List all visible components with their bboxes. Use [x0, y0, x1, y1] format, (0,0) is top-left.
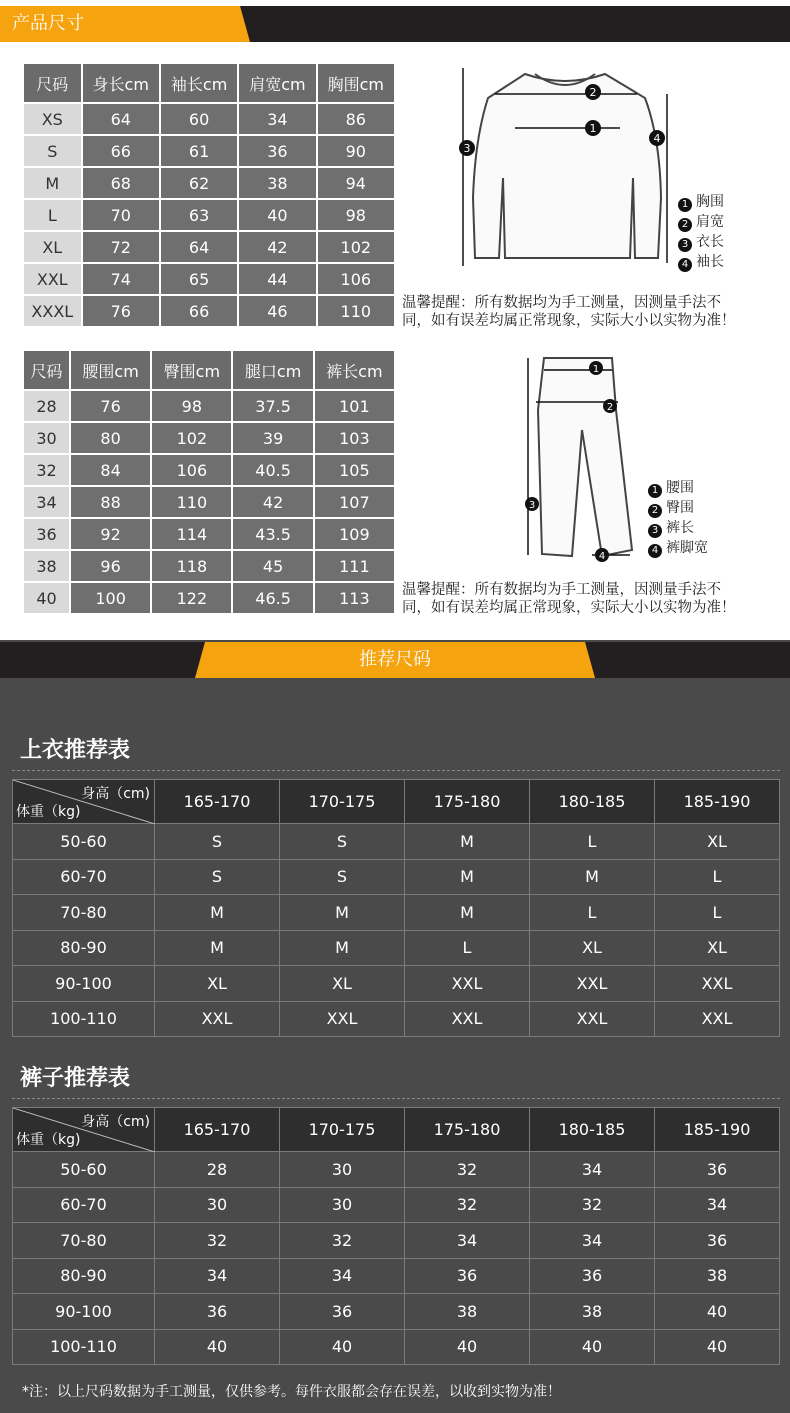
diagonal-header [13, 1108, 155, 1152]
recommended-size: L [530, 824, 655, 860]
table-row [24, 136, 394, 166]
height-range-header: 175-180 [405, 1108, 530, 1152]
recommended-size: XL [655, 930, 780, 966]
table-row [24, 391, 394, 421]
table-row [24, 168, 394, 198]
weight-label: 体重（kg) [16, 1132, 81, 1148]
table-header-row [13, 780, 780, 824]
height-range-header: 180-185 [530, 780, 655, 824]
table-cell: 42 [233, 487, 312, 517]
table-row [24, 455, 394, 485]
size-label: 40 [24, 583, 69, 613]
recommended-size: 38 [405, 1294, 530, 1330]
legend-item: 4 袖长 [678, 252, 724, 272]
table-cell: 98 [152, 391, 231, 421]
table-row [13, 859, 780, 895]
table-row [13, 1001, 780, 1037]
table-cell: 102 [318, 232, 394, 262]
column-header: 身长cm [83, 64, 159, 102]
table-row [24, 264, 394, 294]
recommended-size: 40 [655, 1329, 780, 1365]
recommended-size: XXL [530, 966, 655, 1002]
table-cell: 98 [318, 200, 394, 230]
recommended-size: 34 [155, 1258, 280, 1294]
table-cell: 101 [315, 391, 394, 421]
table-cell: 107 [315, 487, 394, 517]
recommended-size: XXL [280, 1001, 405, 1037]
svg-text:3: 3 [463, 142, 471, 155]
weight-label: 体重（kg) [16, 804, 81, 820]
bottom-recommend-title: 裤子推荐表 [20, 1066, 131, 1091]
recommended-size: 34 [655, 1187, 780, 1223]
height-label: 身高（cm) [81, 1114, 150, 1130]
recommended-size: 36 [530, 1258, 655, 1294]
size-label: 30 [24, 423, 69, 453]
recommended-size: M [405, 824, 530, 860]
recommended-size: 36 [155, 1294, 280, 1330]
table-cell: 43.5 [233, 519, 312, 549]
table-row [13, 1152, 780, 1188]
size-label: XXL [24, 264, 81, 294]
weight-range: 50-60 [13, 1152, 155, 1188]
recommended-size: XXL [655, 1001, 780, 1037]
column-header: 袖长cm [161, 64, 237, 102]
recommended-size: M [280, 895, 405, 931]
size-label: S [24, 136, 81, 166]
table-header-row [24, 64, 394, 102]
recommended-size: S [155, 824, 280, 860]
size-label: M [24, 168, 81, 198]
table-cell: 40.5 [233, 455, 312, 485]
weight-range: 90-100 [13, 1294, 155, 1330]
table-cell: 74 [83, 264, 159, 294]
table-row [24, 296, 394, 326]
recommended-size: 36 [280, 1294, 405, 1330]
recommended-size: 32 [530, 1187, 655, 1223]
table-cell: 38 [239, 168, 315, 198]
recommended-size: 40 [530, 1329, 655, 1365]
top-recommend-table [12, 779, 780, 1037]
column-header: 裤长cm [315, 351, 394, 389]
table-row [13, 1223, 780, 1259]
bottom-size-table [22, 349, 396, 615]
size-label: 28 [24, 391, 69, 421]
table-row [13, 824, 780, 860]
recommended-size: S [280, 824, 405, 860]
recommended-size: XL [530, 930, 655, 966]
table-cell: 92 [71, 519, 150, 549]
table-row [13, 930, 780, 966]
column-header: 臀围cm [152, 351, 231, 389]
column-header: 腿口cm [233, 351, 312, 389]
table-cell: 76 [83, 296, 159, 326]
svg-text:4: 4 [653, 132, 661, 145]
recommended-size: XL [155, 966, 280, 1002]
table-row [24, 104, 394, 134]
table-cell: 90 [318, 136, 394, 166]
table-cell: 100 [71, 583, 150, 613]
table-cell: 34 [239, 104, 315, 134]
table-cell: 37.5 [233, 391, 312, 421]
size-label: L [24, 200, 81, 230]
table-cell: 40 [239, 200, 315, 230]
table-row [24, 551, 394, 581]
recommended-size: 32 [155, 1223, 280, 1259]
table-cell: 109 [315, 519, 394, 549]
column-header: 尺码 [24, 64, 81, 102]
table-cell: 61 [161, 136, 237, 166]
legend-item: 3 裤长 [648, 518, 708, 538]
table-cell: 94 [318, 168, 394, 198]
table-cell: 122 [152, 583, 231, 613]
table-cell: 44 [239, 264, 315, 294]
measure-note: 温馨提醒：所有数据均为手工测量，因测量手法不 同，如有误差均属正常现象，实际大小以实物为准！ [402, 295, 736, 329]
recommended-size: 36 [655, 1152, 780, 1188]
divider [12, 1098, 780, 1099]
weight-range: 80-90 [13, 1258, 155, 1294]
legend-item: 1 腰围 [648, 478, 708, 498]
height-range-header: 185-190 [655, 1108, 780, 1152]
legend-item: 3 衣长 [678, 232, 724, 252]
legend-item: 4 裤脚宽 [648, 538, 708, 558]
table-row [13, 895, 780, 931]
recommended-size: M [530, 859, 655, 895]
weight-range: 60-70 [13, 859, 155, 895]
table-row [13, 966, 780, 1002]
recommended-size: XXL [530, 1001, 655, 1037]
table-cell: 113 [315, 583, 394, 613]
recommended-size: M [405, 895, 530, 931]
recommended-size: S [155, 859, 280, 895]
height-range-header: 170-175 [280, 780, 405, 824]
table-cell: 66 [83, 136, 159, 166]
table-row [24, 423, 394, 453]
table-cell: 118 [152, 551, 231, 581]
recommended-size: 38 [655, 1258, 780, 1294]
recommended-size: 36 [655, 1223, 780, 1259]
table-cell: 64 [161, 232, 237, 262]
weight-range: 70-80 [13, 895, 155, 931]
recommended-size: L [655, 859, 780, 895]
table-cell: 60 [161, 104, 237, 134]
table-row [13, 1294, 780, 1330]
recommended-size: XL [280, 966, 405, 1002]
table-cell: 96 [71, 551, 150, 581]
recommend-title: 推荐尺码 [359, 649, 431, 670]
recommended-size: 34 [280, 1258, 405, 1294]
table-cell: 46.5 [233, 583, 312, 613]
height-range-header: 170-175 [280, 1108, 405, 1152]
size-label: XL [24, 232, 81, 262]
recommended-size: L [530, 895, 655, 931]
shirt-diagram [455, 58, 675, 273]
legend-item: 1 胸围 [678, 192, 724, 212]
table-row [13, 1329, 780, 1365]
recommended-size: 32 [280, 1223, 405, 1259]
recommended-size: 34 [405, 1223, 530, 1259]
table-cell: 88 [71, 487, 150, 517]
height-range-header: 180-185 [530, 1108, 655, 1152]
weight-range: 80-90 [13, 930, 155, 966]
table-cell: 103 [315, 423, 394, 453]
table-cell: 65 [161, 264, 237, 294]
weight-range: 70-80 [13, 1223, 155, 1259]
table-cell: 110 [318, 296, 394, 326]
table-cell: 106 [152, 455, 231, 485]
table-cell: 39 [233, 423, 312, 453]
size-label: 32 [24, 455, 69, 485]
weight-range: 100-110 [13, 1001, 155, 1037]
legend-item: 2 肩宽 [678, 212, 724, 232]
table-cell: 106 [318, 264, 394, 294]
size-label: 34 [24, 487, 69, 517]
height-label: 身高（cm) [81, 786, 150, 802]
top-size-table [22, 62, 396, 328]
table-cell: 110 [152, 487, 231, 517]
weight-range: 50-60 [13, 824, 155, 860]
height-range-header: 175-180 [405, 780, 530, 824]
table-row [24, 487, 394, 517]
column-header: 胸围cm [318, 64, 394, 102]
table-row [13, 1187, 780, 1223]
size-label: XXXL [24, 296, 81, 326]
table-cell: 84 [71, 455, 150, 485]
svg-text:3: 3 [528, 500, 536, 511]
recommended-size: XXL [655, 966, 780, 1002]
table-cell: 66 [161, 296, 237, 326]
recommended-size: 34 [530, 1152, 655, 1188]
table-cell: 42 [239, 232, 315, 262]
table-cell: 72 [83, 232, 159, 262]
table-row [24, 583, 394, 613]
table-cell: 46 [239, 296, 315, 326]
table-row [24, 232, 394, 262]
bottom-recommend-table [12, 1107, 780, 1365]
recommended-size: 34 [530, 1223, 655, 1259]
table-cell: 114 [152, 519, 231, 549]
recommended-size: 40 [280, 1329, 405, 1365]
recommended-size: L [405, 930, 530, 966]
shirt-legend [678, 192, 724, 272]
pants-diagram [520, 350, 650, 565]
table-cell: 102 [152, 423, 231, 453]
recommended-size: S [280, 859, 405, 895]
column-header: 肩宽cm [239, 64, 315, 102]
height-range-header: 185-190 [655, 780, 780, 824]
table-cell: 64 [83, 104, 159, 134]
height-range-header: 165-170 [155, 1108, 280, 1152]
legend-item: 2 臀围 [648, 498, 708, 518]
recommended-size: 30 [280, 1187, 405, 1223]
recommended-size: XXL [155, 1001, 280, 1037]
column-header: 尺码 [24, 351, 69, 389]
table-cell: 68 [83, 168, 159, 198]
table-cell: 80 [71, 423, 150, 453]
recommended-size: 40 [405, 1329, 530, 1365]
recommended-size: 32 [405, 1187, 530, 1223]
svg-text:1: 1 [589, 122, 597, 135]
top-recommend-title: 上衣推荐表 [20, 738, 131, 763]
footnote: *注：以上尺码数据为手工测量，仅供参考。每件衣服都会存在误差，以收到实物为准！ [22, 1384, 561, 1400]
size-label: 36 [24, 519, 69, 549]
recommended-size: M [280, 930, 405, 966]
table-cell: 36 [239, 136, 315, 166]
weight-range: 100-110 [13, 1329, 155, 1365]
recommended-size: 38 [530, 1294, 655, 1330]
table-cell: 105 [315, 455, 394, 485]
recommended-size: M [405, 859, 530, 895]
recommended-size: 40 [155, 1329, 280, 1365]
table-cell: 63 [161, 200, 237, 230]
recommended-size: XXL [405, 966, 530, 1002]
column-header: 腰围cm [71, 351, 150, 389]
height-range-header: 165-170 [155, 780, 280, 824]
size-label: XS [24, 104, 81, 134]
table-cell: 86 [318, 104, 394, 134]
pants-legend [648, 478, 708, 558]
recommended-size: L [655, 895, 780, 931]
recommended-size: 30 [280, 1152, 405, 1188]
table-row [24, 200, 394, 230]
divider [12, 770, 780, 771]
recommended-size: M [155, 895, 280, 931]
svg-text:2: 2 [606, 402, 614, 413]
diagonal-header [13, 780, 155, 824]
table-cell: 111 [315, 551, 394, 581]
page-title: 产品尺寸 [12, 13, 84, 34]
svg-text:4: 4 [598, 551, 606, 562]
table-row [13, 1258, 780, 1294]
recommended-size: 28 [155, 1152, 280, 1188]
table-cell: 76 [71, 391, 150, 421]
recommended-size: 36 [405, 1258, 530, 1294]
recommended-size: 30 [155, 1187, 280, 1223]
recommended-size: XL [655, 824, 780, 860]
weight-range: 90-100 [13, 966, 155, 1002]
svg-text:2: 2 [589, 86, 597, 99]
table-cell: 70 [83, 200, 159, 230]
table-cell: 62 [161, 168, 237, 198]
table-cell: 45 [233, 551, 312, 581]
table-header-row [24, 351, 394, 389]
weight-range: 60-70 [13, 1187, 155, 1223]
svg-text:1: 1 [592, 364, 600, 375]
table-header-row [13, 1108, 780, 1152]
size-label: 38 [24, 551, 69, 581]
measure-note-pants: 温馨提醒：所有数据均为手工测量，因测量手法不 同，如有误差均属正常现象，实际大小以实物为准！ [402, 582, 736, 616]
recommended-size: 40 [655, 1294, 780, 1330]
recommended-size: 32 [405, 1152, 530, 1188]
table-row [24, 519, 394, 549]
recommended-size: M [155, 930, 280, 966]
recommended-size: XXL [405, 1001, 530, 1037]
